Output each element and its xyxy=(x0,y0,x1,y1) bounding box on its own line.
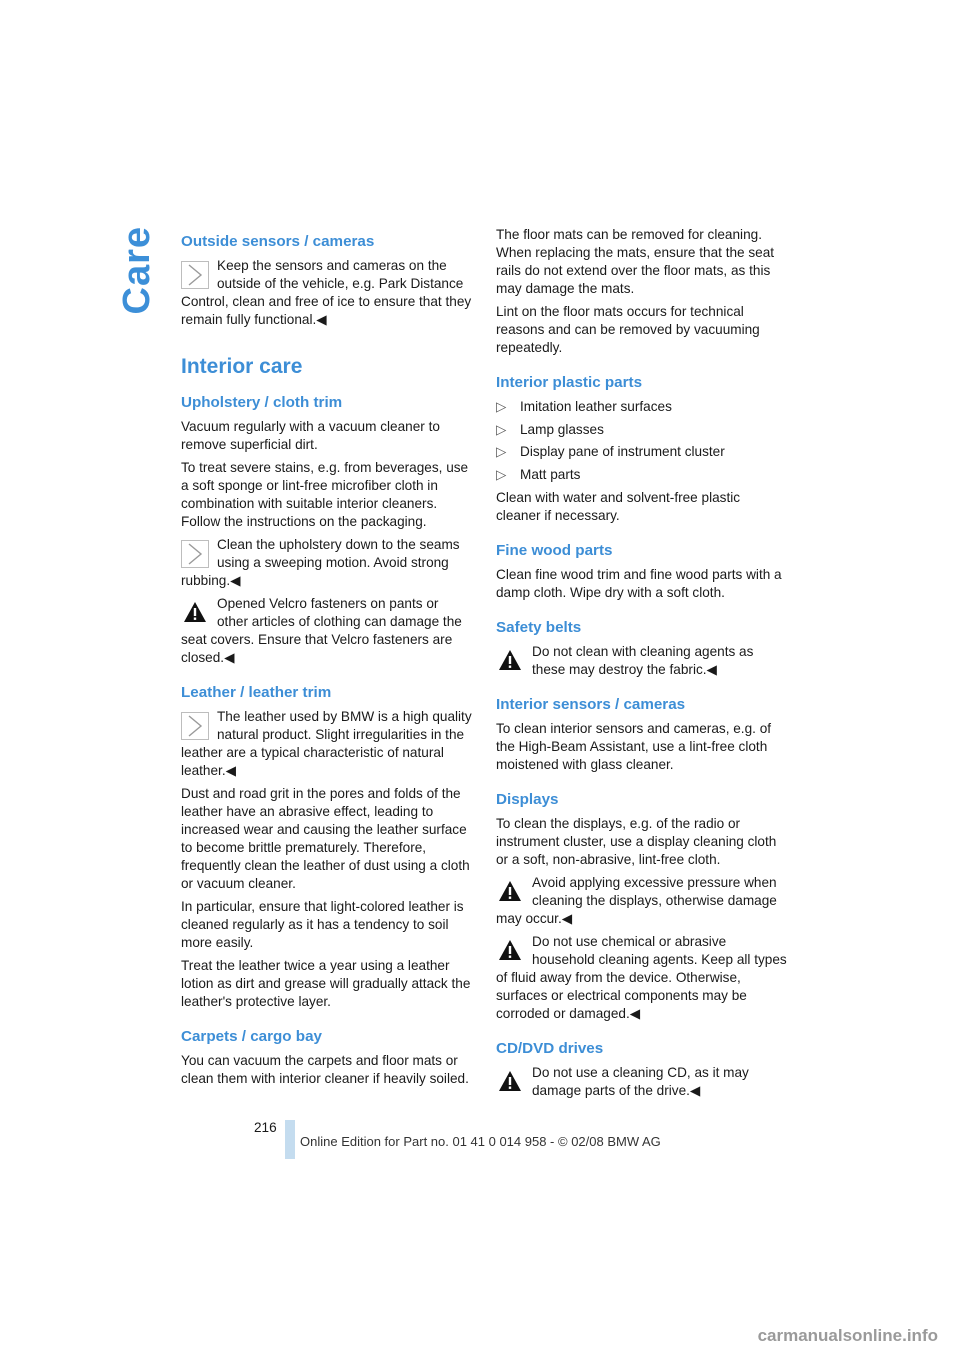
list-item: ▷ Lamp glasses xyxy=(496,421,604,437)
interior-care-heading: Interior care xyxy=(181,355,303,378)
list-item: ▷ Imitation leather surfaces xyxy=(496,399,672,414)
warning-displays-pressure: Avoid applying excessive pressure when cleaning the displays, otherwise damage may occur.◀ xyxy=(496,874,777,926)
upholstery-heading: Upholstery / cloth trim xyxy=(181,394,343,411)
right-column xyxy=(496,226,788,1105)
warning-icon xyxy=(183,601,207,623)
mats-p1: The floor mats can be removed for cleaning. When replacing the mats, ensure that the seat rails do not extend over the floor mats, as this may damage the mats. xyxy=(496,227,775,296)
interior-sensors-heading: Interior sensors / cameras xyxy=(496,695,686,713)
bullet-arrow-icon: ▷ xyxy=(496,399,507,414)
left-column xyxy=(181,226,473,1093)
cd-dvd-heading: CD/DVD drives xyxy=(496,1039,604,1057)
bullet-arrow-icon: ▷ xyxy=(496,466,507,482)
list-item: ▷ Display pane of instrument cluster xyxy=(496,444,725,459)
belts-heading: Safety belts xyxy=(496,618,582,636)
plastic-list xyxy=(496,398,788,484)
interior-sensors-p: To clean interior sensors and cameras, e.g. of the High-Beam Assistant, use a lint-free cloth moistened with glass cleaner. xyxy=(496,720,772,772)
note-arrow-icon xyxy=(181,261,209,289)
wood-heading: Fine wood parts xyxy=(496,541,613,559)
warning-icon xyxy=(498,939,522,961)
note-arrow-icon xyxy=(181,712,209,740)
upholstery-p1: Vacuum regularly with a vacuum cleaner to remove superficial dirt. xyxy=(181,419,440,452)
footer-text: Online Edition for Part no. 01 41 0 014 958 - © 02/08 BMW AG xyxy=(300,1134,661,1149)
carpets-heading: Carpets / cargo bay xyxy=(181,1028,322,1045)
upholstery-p2: To treat severe stains, e.g. from beverages, use a soft sponge or lint-free microfiber cloth in combination with suitable interior cleaners. Follow the instructions on the packaging. xyxy=(181,460,469,529)
note-outside-sensors: Keep the sensors and cameras on the outside of the vehicle, e.g. Park Distance Control, clean and free of ice to ensure that they remain fully functional.◀ xyxy=(181,258,472,327)
watermark: carmanualsonline.info xyxy=(757,1326,938,1345)
footer-bar xyxy=(285,1120,295,1159)
chapter-title: Care xyxy=(116,226,158,315)
warning-icon xyxy=(498,1070,522,1092)
leather-p2: In particular, ensure that light-colored leather is cleaned regularly as it has a tendency to soil more easily. xyxy=(181,899,464,950)
displays-p: To clean the displays, e.g. of the radio or instrument cluster, use a display cleaning cloth or a soft, non-abrasive, lint-free cloth. xyxy=(496,815,777,867)
bullet-arrow-icon: ▷ xyxy=(496,444,507,459)
plastic-p: Clean with water and solvent-free plastic cleaner if necessary. xyxy=(496,489,741,523)
note-leather: The leather used by BMW is a high quality natural product. Slight irregularities in the leather are a typical characteristic of natural leather.◀ xyxy=(181,709,472,778)
warning-velcro: Opened Velcro fasteners on pants or other articles of clothing can damage the seat covers. Ensure that Velcro fasteners are closed.◀ xyxy=(181,596,462,665)
warning-belts: Do not clean with cleaning agents as these may destroy the fabric.◀ xyxy=(496,643,788,679)
plastic-heading: Interior plastic parts xyxy=(496,374,643,391)
warning-icon xyxy=(498,880,522,902)
mats-p2: Lint on the floor mats occurs for technical reasons and can be removed by vacuuming repeatedly. xyxy=(496,304,760,355)
outside-sensors-heading: Outside sensors / cameras xyxy=(181,233,375,250)
page-number: 216 xyxy=(254,1120,277,1135)
leather-p3: Treat the leather twice a year using a leather lotion as dirt and grease will gradually attack the leather's protective layer. xyxy=(181,958,471,1009)
warning-cd: Do not use a cleaning CD, as it may damage parts of the drive.◀ xyxy=(496,1064,788,1100)
displays-heading: Displays xyxy=(496,790,559,808)
note-arrow-icon xyxy=(181,540,209,568)
warning-displays-chemicals: Do not use chemical or abrasive household cleaning agents. Keep all types of fluid away from the device. Otherwise, surfaces or electrical components may be corroded or damaged.◀ xyxy=(496,933,787,1021)
carpets-p1: You can vacuum the carpets and floor mats or clean them with interior cleaner if heavily soiled. xyxy=(181,1053,469,1086)
warning-icon xyxy=(498,649,522,671)
leather-p1: Dust and road grit in the pores and folds of the leather have an abrasive effect, leading to increased wear and causing the leather surface to become brittle prematurely. Therefore, frequently clean the leather of dust using a cloth or vacuum cleaner. xyxy=(181,786,470,891)
wood-p: Clean fine wood trim and fine wood parts with a damp cloth. Wipe dry with a soft cloth. xyxy=(496,566,782,600)
list-item: ▷ Matt parts xyxy=(496,466,581,482)
note-upholstery: Clean the upholstery down to the seams using a sweeping motion. Avoid strong rubbing.◀ xyxy=(181,537,460,588)
leather-heading: Leather / leather trim xyxy=(181,684,332,701)
bullet-arrow-icon: ▷ xyxy=(496,421,507,437)
